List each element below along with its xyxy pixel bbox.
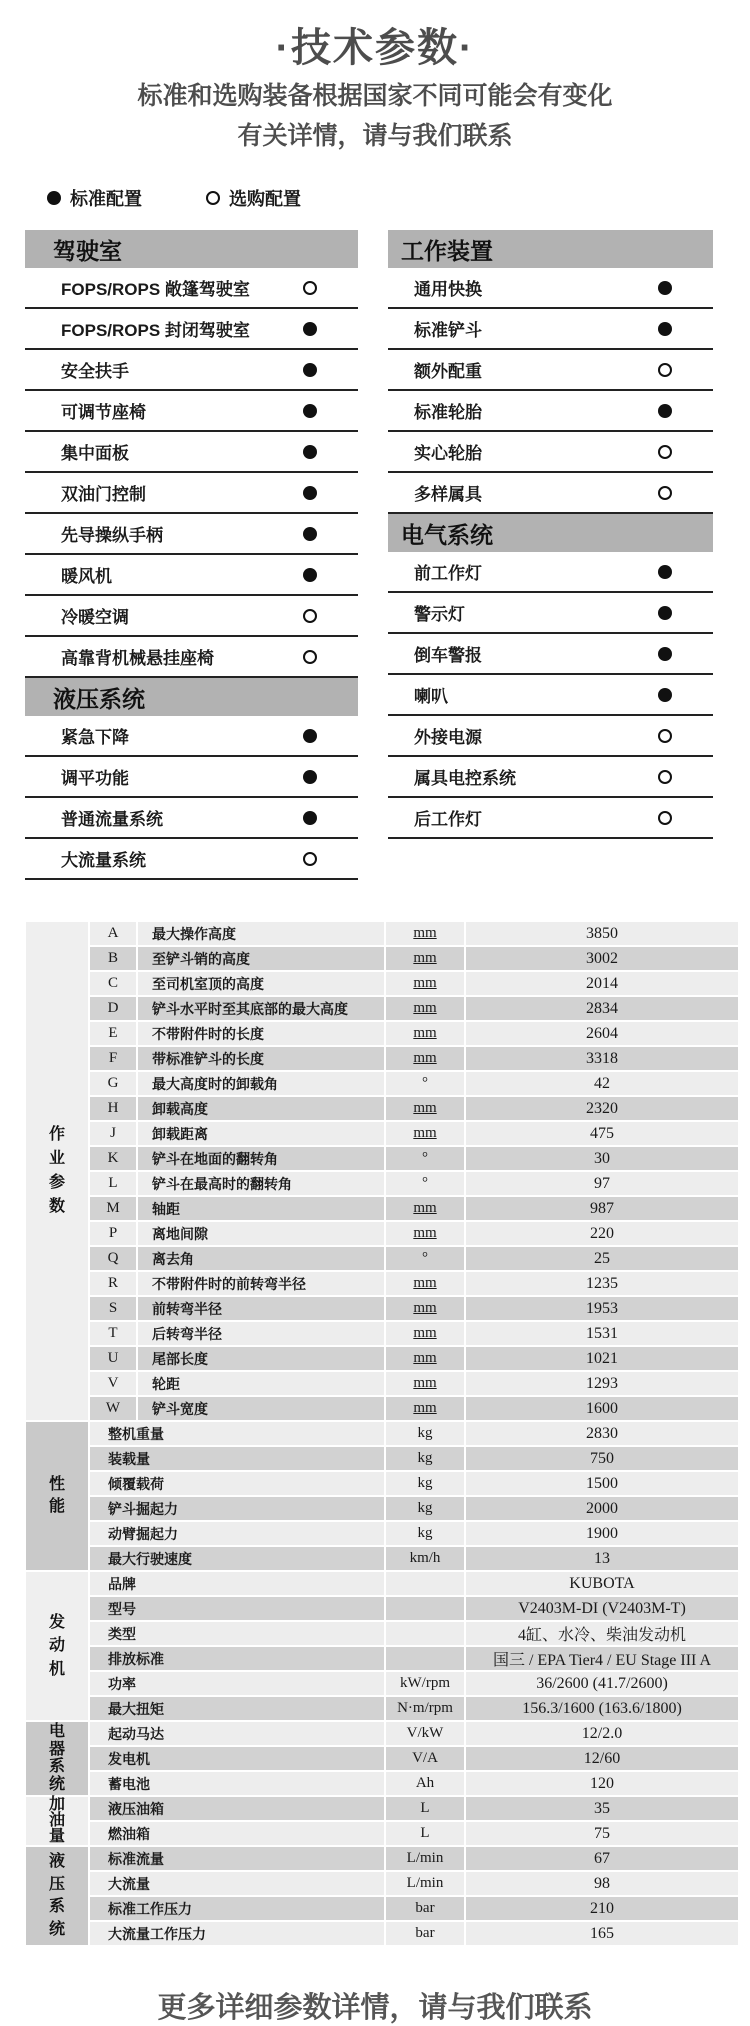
spec-row-value: 67: [466, 1847, 738, 1870]
spec-row-label: 铲斗在地面的翻转角: [138, 1147, 384, 1170]
spec-row-value: 3318: [466, 1047, 738, 1070]
spec-row-unit: °: [386, 1172, 464, 1195]
equipment-item: [25, 839, 358, 880]
spec-row-value: 987: [466, 1197, 738, 1220]
page-subtitle-2: 有关详情，请与我们联系: [237, 122, 513, 150]
spec-row-label: 排放标准: [90, 1647, 384, 1670]
spec-row-value: 36/2600 (41.7/2600): [466, 1672, 738, 1695]
spec-section-label: 作 业 参 数: [26, 922, 88, 1420]
legend-standard-label: 标准配置: [70, 189, 142, 209]
spec-row-unit: mm: [386, 1347, 464, 1370]
spec-row-unit: mm: [386, 1122, 464, 1145]
spec-row-unit: bar: [386, 1897, 464, 1920]
equipment-item-label: 警示灯: [414, 605, 465, 624]
spec-row-unit: km/h: [386, 1547, 464, 1570]
spec-row-value: 2830: [466, 1422, 738, 1445]
spec-row-unit: °: [386, 1247, 464, 1270]
equipment-item-label: 外接电源: [414, 728, 482, 747]
equipment-item-label: 前工作灯: [414, 564, 482, 583]
spec-row-value: 2834: [466, 997, 738, 1020]
spec-row-value: 97: [466, 1172, 738, 1195]
spec-row-label: 卸载距离: [138, 1122, 384, 1145]
spec-row-label: 大流量工作压力: [90, 1922, 384, 1945]
spec-row-unit: mm: [386, 1047, 464, 1070]
optional-config-dot: [658, 445, 672, 459]
spec-row-unit: bar: [386, 1922, 464, 1945]
spec-row-label: 铲斗宽度: [138, 1397, 384, 1420]
spec-row-label: 最大扭矩: [90, 1697, 384, 1720]
spec-row-value: 1293: [466, 1372, 738, 1395]
spec-row-letter: C: [90, 972, 136, 995]
spec-row-unit: mm: [386, 1372, 464, 1395]
equipment-section-header: 驾驶室: [25, 230, 358, 268]
spec-row-value: 210: [466, 1897, 738, 1920]
standard-config-dot: [303, 568, 317, 582]
equipment-item-label: FOPS/ROPS 封闭驾驶室: [61, 321, 250, 340]
equipment-item-label: 实心轮胎: [414, 444, 482, 463]
spec-row-unit: mm: [386, 947, 464, 970]
spec-row-value: 2000: [466, 1497, 738, 1520]
standard-config-dot: [303, 363, 317, 377]
spec-row-unit: kg: [386, 1522, 464, 1545]
spec-row-unit: L: [386, 1797, 464, 1820]
spec-row-label: 不带附件时的前转弯半径: [138, 1272, 384, 1295]
spec-row-letter: E: [90, 1022, 136, 1045]
spec-row-letter: F: [90, 1047, 136, 1070]
spec-row-label: 蓄电池: [90, 1772, 384, 1795]
optional-config-dot: [303, 281, 317, 295]
equipment-item-label: 后工作灯: [414, 810, 482, 829]
optional-config-dot: [658, 811, 672, 825]
spec-row-unit: mm: [386, 922, 464, 945]
spec-row-label: 品牌: [90, 1572, 384, 1595]
equipment-item: [388, 552, 713, 593]
spec-row-label: 标准流量: [90, 1847, 384, 1870]
spec-row-label: 装载量: [90, 1447, 384, 1470]
equipment-item-label: 先导操纵手柄: [61, 526, 163, 545]
standard-config-dot: [303, 527, 317, 541]
optional-config-dot: [303, 852, 317, 866]
spec-row-value: 750: [466, 1447, 738, 1470]
spec-row-unit: mm: [386, 997, 464, 1020]
equipment-item: [388, 675, 713, 716]
optional-config-dot: [658, 770, 672, 784]
optional-config-dot: [206, 191, 220, 205]
spec-row-unit: L/min: [386, 1872, 464, 1895]
spec-row-letter: T: [90, 1322, 136, 1345]
spec-row-value: 2320: [466, 1097, 738, 1120]
equipment-item: [388, 473, 713, 514]
spec-row-value: 1235: [466, 1272, 738, 1295]
spec-row-unit: mm: [386, 1097, 464, 1120]
spec-row-value: 25: [466, 1247, 738, 1270]
equipment-item-label: 普通流量系统: [61, 810, 163, 829]
spec-row-letter: U: [90, 1347, 136, 1370]
equipment-item: [388, 268, 713, 309]
spec-row-label: 倾覆载荷: [90, 1472, 384, 1495]
spec-row-letter: W: [90, 1397, 136, 1420]
spec-row-value: 1600: [466, 1397, 738, 1420]
spec-row-value: 1500: [466, 1472, 738, 1495]
page-subtitle-1: 标准和选购装备根据国家不同可能会有变化: [137, 82, 613, 110]
spec-row-unit: [386, 1572, 464, 1595]
equipment-item-label: 倒车警报: [414, 646, 482, 665]
spec-row-value: 35: [466, 1797, 738, 1820]
spec-row-unit: mm: [386, 1322, 464, 1345]
spec-row-unit: L/min: [386, 1847, 464, 1870]
equipment-item-label: 高靠背机械悬挂座椅: [61, 649, 214, 668]
spec-row-label: 标准工作压力: [90, 1897, 384, 1920]
spec-row-value: 12/2.0: [466, 1722, 738, 1745]
standard-config-dot: [303, 811, 317, 825]
equipment-items: [388, 552, 713, 839]
equipment-item-label: 调平功能: [61, 769, 129, 788]
spec-row-value: KUBOTA: [466, 1572, 738, 1595]
spec-row-unit: °: [386, 1147, 464, 1170]
spec-row-unit: Ah: [386, 1772, 464, 1795]
spec-row-letter: K: [90, 1147, 136, 1170]
spec-row-label: 功率: [90, 1672, 384, 1695]
equipment-item: [25, 432, 358, 473]
equipment-item: [25, 350, 358, 391]
spec-row-unit: kg: [386, 1472, 464, 1495]
spec-row-letter: D: [90, 997, 136, 1020]
spec-row-unit: [386, 1622, 464, 1645]
spec-row-label: 动臂掘起力: [90, 1522, 384, 1545]
legend-optional-label: 选购配置: [229, 189, 301, 209]
equipment-items: [388, 268, 713, 514]
equipment-item: [25, 514, 358, 555]
spec-section-label: 电 器 系 统: [26, 1722, 88, 1795]
spec-row-value: 156.3/1600 (163.6/1800): [466, 1697, 738, 1720]
equipment-item: [388, 432, 713, 473]
spec-row-unit: V/A: [386, 1747, 464, 1770]
spec-row-label: 最大操作高度: [138, 922, 384, 945]
spec-row-label: 不带附件时的长度: [138, 1022, 384, 1045]
equipment-item: [25, 473, 358, 514]
equipment-item: [25, 757, 358, 798]
page-title: ·技术参数·: [275, 26, 475, 70]
spec-row-letter: M: [90, 1197, 136, 1220]
spec-row-value: 1021: [466, 1347, 738, 1370]
spec-row-unit: mm: [386, 1272, 464, 1295]
standard-config-dot: [303, 486, 317, 500]
spec-row-unit: L: [386, 1822, 464, 1845]
spec-table: [26, 922, 738, 1945]
equipment-section: [25, 230, 358, 678]
spec-row-label: 尾部长度: [138, 1347, 384, 1370]
standard-config-dot: [658, 281, 672, 295]
standard-config-dot: [47, 191, 61, 205]
spec-row-label: 后转弯半径: [138, 1322, 384, 1345]
equipment-item-label: 喇叭: [414, 687, 448, 706]
spec-section-label: 液 压 系 统: [26, 1847, 88, 1945]
spec-row-unit: mm: [386, 1297, 464, 1320]
spec-row-label: 轴距: [138, 1197, 384, 1220]
equipment-item: [25, 637, 358, 678]
equipment-section: [388, 514, 713, 839]
equipment-item-label: 紧急下降: [61, 728, 129, 747]
spec-row-label: 型号: [90, 1597, 384, 1620]
equipment-item: [388, 391, 713, 432]
standard-config-dot: [658, 404, 672, 418]
spec-row-letter: J: [90, 1122, 136, 1145]
equipment-item: [388, 634, 713, 675]
spec-row-label: 铲斗在最高时的翻转角: [138, 1172, 384, 1195]
equipment-section: [25, 678, 358, 880]
spec-row-label: 卸载高度: [138, 1097, 384, 1120]
equipment-item-label: 额外配重: [414, 362, 482, 381]
equipment-item-label: 多样属具: [414, 485, 482, 504]
equipment-item-label: 双油门控制: [61, 485, 146, 504]
equipment-section-header: 电气系统: [388, 514, 713, 552]
spec-row-value: 3850: [466, 922, 738, 945]
spec-row-value: 75: [466, 1822, 738, 1845]
standard-config-dot: [303, 322, 317, 336]
spec-row-unit: mm: [386, 972, 464, 995]
optional-config-dot: [303, 650, 317, 664]
standard-config-dot: [658, 606, 672, 620]
spec-row-value: 475: [466, 1122, 738, 1145]
spec-row-letter: L: [90, 1172, 136, 1195]
spec-section-label: 性 能: [26, 1422, 88, 1570]
spec-row-value: 2014: [466, 972, 738, 995]
spec-row-label: 燃油箱: [90, 1822, 384, 1845]
spec-section-label: 发 动 机: [26, 1572, 88, 1720]
spec-row-letter: P: [90, 1222, 136, 1245]
spec-row-label: 离去角: [138, 1247, 384, 1270]
spec-row-label: 类型: [90, 1622, 384, 1645]
legend-optional: [206, 185, 301, 211]
spec-row-value: 42: [466, 1072, 738, 1095]
spec-row-unit: kW/rpm: [386, 1672, 464, 1695]
equipment-item-label: 标准铲斗: [414, 321, 482, 340]
spec-row-label: 整机重量: [90, 1422, 384, 1445]
equipment-item: [388, 593, 713, 634]
spec-row-letter: S: [90, 1297, 136, 1320]
spec-row-value: V2403M-DI (V2403M-T): [466, 1597, 738, 1620]
standard-config-dot: [658, 322, 672, 336]
equipment-item-label: FOPS/ROPS 敞篷驾驶室: [61, 280, 250, 299]
spec-row-unit: kg: [386, 1497, 464, 1520]
equipment-item: [388, 757, 713, 798]
spec-row-unit: [386, 1647, 464, 1670]
spec-section-label: 加 油 量: [26, 1797, 88, 1845]
equipment-section-header: 液压系统: [25, 678, 358, 716]
spec-row-letter: Q: [90, 1247, 136, 1270]
equipment-items: [25, 268, 358, 678]
equipment-checklists: [25, 230, 750, 880]
equipment-item: [25, 391, 358, 432]
spec-row-value: 165: [466, 1922, 738, 1945]
equipment-item: [388, 350, 713, 391]
spec-row-unit: kg: [386, 1422, 464, 1445]
spec-row-unit: mm: [386, 1222, 464, 1245]
equipment-item-label: 冷暖空调: [61, 608, 129, 627]
equipment-item-label: 暖风机: [61, 567, 112, 586]
equipment-item-label: 大流量系统: [61, 851, 146, 870]
equipment-item-label: 标准轮胎: [414, 403, 482, 422]
spec-row-label: 带标准铲斗的长度: [138, 1047, 384, 1070]
equipment-section-header: 工作装置: [388, 230, 713, 268]
optional-config-dot: [303, 609, 317, 623]
standard-config-dot: [303, 404, 317, 418]
spec-row-label: 前转弯半径: [138, 1297, 384, 1320]
equipment-column-left: [25, 230, 358, 880]
spec-row-value: 4缸、水冷、柴油发动机: [466, 1622, 738, 1645]
spec-row-value: 1531: [466, 1322, 738, 1345]
standard-config-dot: [303, 729, 317, 743]
spec-row-label: 最大高度时的卸载角: [138, 1072, 384, 1095]
spec-row-unit: mm: [386, 1397, 464, 1420]
spec-row-label: 轮距: [138, 1372, 384, 1395]
spec-row-letter: B: [90, 947, 136, 970]
standard-config-dot: [658, 688, 672, 702]
spec-row-letter: G: [90, 1072, 136, 1095]
equipment-item: [25, 555, 358, 596]
spec-row-label: 发电机: [90, 1747, 384, 1770]
spec-row-label: 离地间隙: [138, 1222, 384, 1245]
spec-row-value: 12/60: [466, 1747, 738, 1770]
equipment-item: [25, 268, 358, 309]
spec-row-unit: [386, 1597, 464, 1620]
equipment-item-label: 安全扶手: [61, 362, 129, 381]
optional-config-dot: [658, 363, 672, 377]
equipment-item: [25, 309, 358, 350]
spec-row-value: 1953: [466, 1297, 738, 1320]
equipment-items: [25, 716, 358, 880]
spec-row-label: 液压油箱: [90, 1797, 384, 1820]
spec-row-label: 起动马达: [90, 1722, 384, 1745]
equipment-item-label: 集中面板: [61, 444, 129, 463]
spec-row-value: 98: [466, 1872, 738, 1895]
equipment-item: [388, 309, 713, 350]
spec-row-unit: mm: [386, 1197, 464, 1220]
optional-config-dot: [658, 486, 672, 500]
equipment-item: [25, 798, 358, 839]
spec-row-value: 国三 / EPA Tier4 / EU Stage III A: [466, 1647, 738, 1670]
optional-config-dot: [658, 729, 672, 743]
spec-row-unit: kg: [386, 1447, 464, 1470]
spec-row-label: 铲斗水平时至其底部的最大高度: [138, 997, 384, 1020]
equipment-item: [388, 798, 713, 839]
equipment-section: [388, 230, 713, 514]
equipment-item: [25, 716, 358, 757]
spec-row-value: 2604: [466, 1022, 738, 1045]
spec-row-value: 120: [466, 1772, 738, 1795]
spec-row-unit: N·m/rpm: [386, 1697, 464, 1720]
equipment-item-label: 通用快换: [414, 280, 482, 299]
equipment-item: [388, 716, 713, 757]
spec-row-letter: A: [90, 922, 136, 945]
spec-row-letter: H: [90, 1097, 136, 1120]
spec-row-value: 30: [466, 1147, 738, 1170]
equipment-item-label: 属具电控系统: [414, 769, 516, 788]
standard-config-dot: [658, 565, 672, 579]
spec-row-label: 至铲斗销的高度: [138, 947, 384, 970]
spec-row-letter: V: [90, 1372, 136, 1395]
page-footer: 更多详细参数详情，请与我们联系: [157, 1992, 593, 2024]
equipment-item-label: 可调节座椅: [61, 403, 146, 422]
standard-config-dot: [303, 445, 317, 459]
legend-standard: [47, 185, 142, 211]
spec-row-label: 最大行驶速度: [90, 1547, 384, 1570]
spec-row-value: 220: [466, 1222, 738, 1245]
spec-row-unit: °: [386, 1072, 464, 1095]
spec-row-letter: R: [90, 1272, 136, 1295]
config-legend: [47, 186, 750, 210]
spec-row-unit: V/kW: [386, 1722, 464, 1745]
equipment-item: [25, 596, 358, 637]
spec-row-label: 铲斗掘起力: [90, 1497, 384, 1520]
standard-config-dot: [658, 647, 672, 661]
spec-row-label: 至司机室顶的高度: [138, 972, 384, 995]
spec-row-value: 3002: [466, 947, 738, 970]
spec-row-label: 大流量: [90, 1872, 384, 1895]
standard-config-dot: [303, 770, 317, 784]
spec-row-unit: mm: [386, 1022, 464, 1045]
equipment-column-right: [388, 230, 713, 839]
spec-row-value: 13: [466, 1547, 738, 1570]
spec-row-value: 1900: [466, 1522, 738, 1545]
